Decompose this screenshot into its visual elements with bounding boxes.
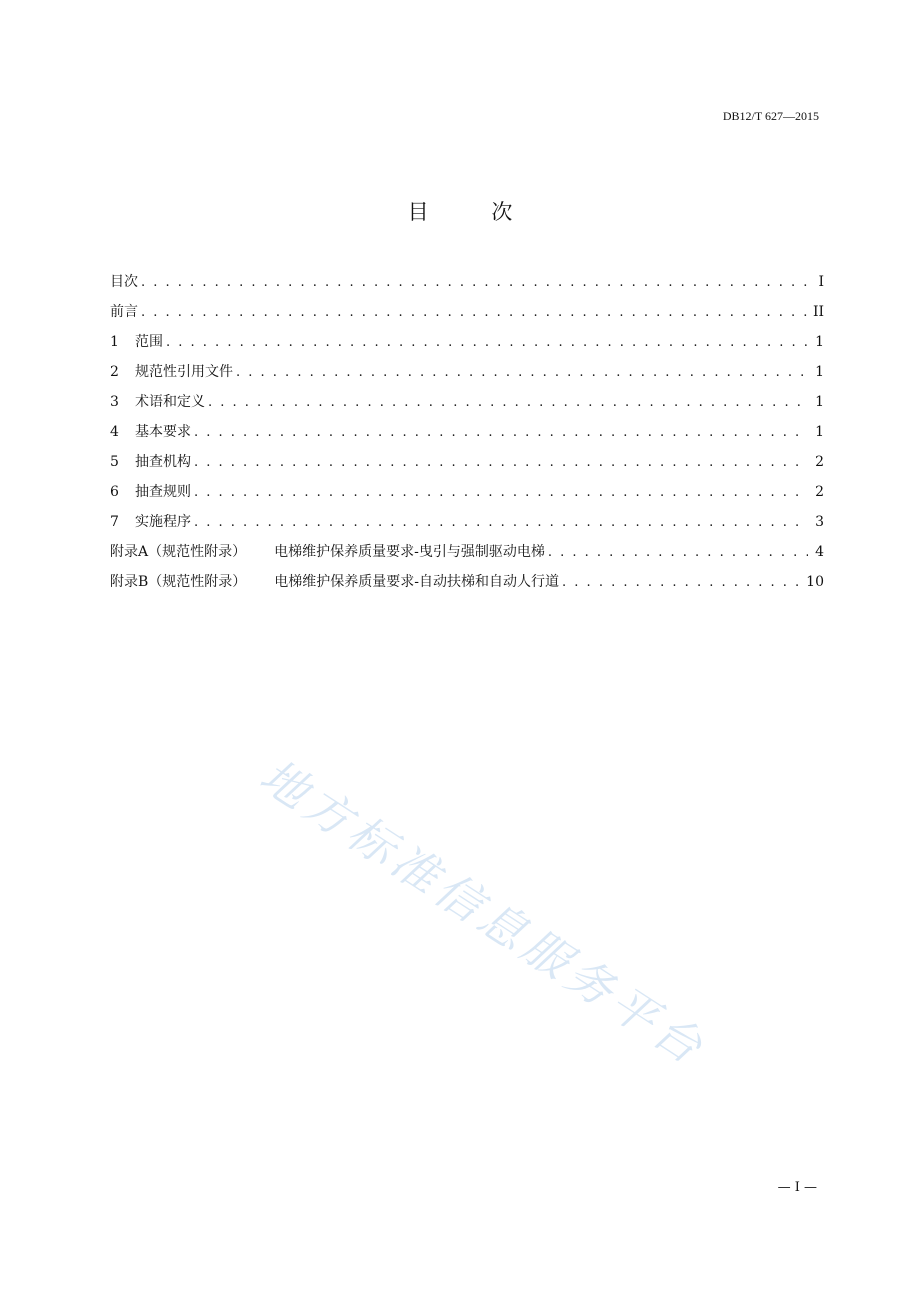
- doc-code: DB12/T 627—2015: [722, 109, 819, 123]
- toc-leader: [208, 395, 808, 410]
- toc-entry-number: 6: [110, 484, 119, 500]
- toc-leader: [194, 455, 808, 470]
- toc-entry[interactable]: [110, 331, 824, 361]
- toc-entry-number: 1: [110, 334, 119, 350]
- toc-entry-title: 术语和定义: [135, 394, 205, 410]
- toc-appendix-label: 附录B（规范性附录）: [110, 574, 247, 590]
- toc-entry-title: 前言: [110, 304, 138, 320]
- toc-entry-title: 抽查规则: [135, 484, 191, 500]
- toc-entry-number: 3: [110, 394, 119, 410]
- toc-entry-title: 实施程序: [135, 514, 191, 530]
- toc-leader: [166, 335, 808, 350]
- toc-entry-page: 3: [815, 514, 824, 530]
- toc-leader: [194, 425, 808, 440]
- toc-appendix-label: 附录A（规范性附录）: [110, 544, 247, 560]
- toc-entry[interactable]: [110, 361, 824, 391]
- toc-entry-page: 1: [815, 334, 824, 350]
- toc-leader: [194, 515, 808, 530]
- toc-entry-page: II: [812, 304, 824, 320]
- toc-entry-page: 1: [815, 424, 824, 440]
- toc-entry-page: 1: [815, 394, 824, 410]
- toc-entry-number: 2: [110, 364, 119, 380]
- toc-entry-title: 抽查机构: [135, 454, 191, 470]
- toc-entry-number: 5: [110, 454, 119, 470]
- toc-entry-page: 4: [815, 544, 824, 560]
- toc-entry[interactable]: [110, 421, 824, 451]
- toc-leader: [236, 365, 808, 380]
- toc-list: [110, 271, 824, 601]
- toc-entry-title: 电梯维护保养质量要求-曳引与强制驱动电梯: [274, 544, 545, 560]
- toc-entry-page: 10: [806, 574, 824, 590]
- toc-entry[interactable]: [110, 391, 824, 421]
- toc-entry-title: 目次: [110, 274, 138, 290]
- toc-leader: [194, 485, 808, 500]
- toc-entry-page: 2: [815, 484, 824, 500]
- toc-appendix-entry[interactable]: [110, 541, 824, 571]
- toc-entry-title: 基本要求: [135, 424, 191, 440]
- page-number: — I —: [777, 1180, 817, 1195]
- toc-entry-title: 电梯维护保养质量要求-自动扶梯和自动人行道: [274, 574, 560, 590]
- toc-entry-title: 规范性引用文件: [135, 364, 233, 380]
- toc-leader: [141, 305, 807, 320]
- toc-entry-title: 范围: [135, 334, 163, 350]
- toc-entry-page: I: [818, 274, 824, 290]
- toc-entry-page: 1: [815, 364, 824, 380]
- toc-entry[interactable]: [110, 301, 824, 331]
- watermark: 地方标准信息服务平台: [250, 748, 717, 1077]
- toc-leader: [141, 275, 808, 290]
- toc-entry[interactable]: [110, 451, 824, 481]
- toc-entry-number: 7: [110, 514, 119, 530]
- toc-title: 目 次: [407, 200, 541, 224]
- toc-entry[interactable]: [110, 511, 824, 541]
- toc-entry[interactable]: [110, 481, 824, 511]
- toc-entry[interactable]: [110, 271, 824, 301]
- toc-leader: [548, 545, 808, 560]
- toc-entry-number: 4: [110, 424, 119, 440]
- toc-leader: [562, 575, 800, 590]
- toc-entry-page: 2: [815, 454, 824, 470]
- toc-appendix-entry[interactable]: [110, 571, 824, 601]
